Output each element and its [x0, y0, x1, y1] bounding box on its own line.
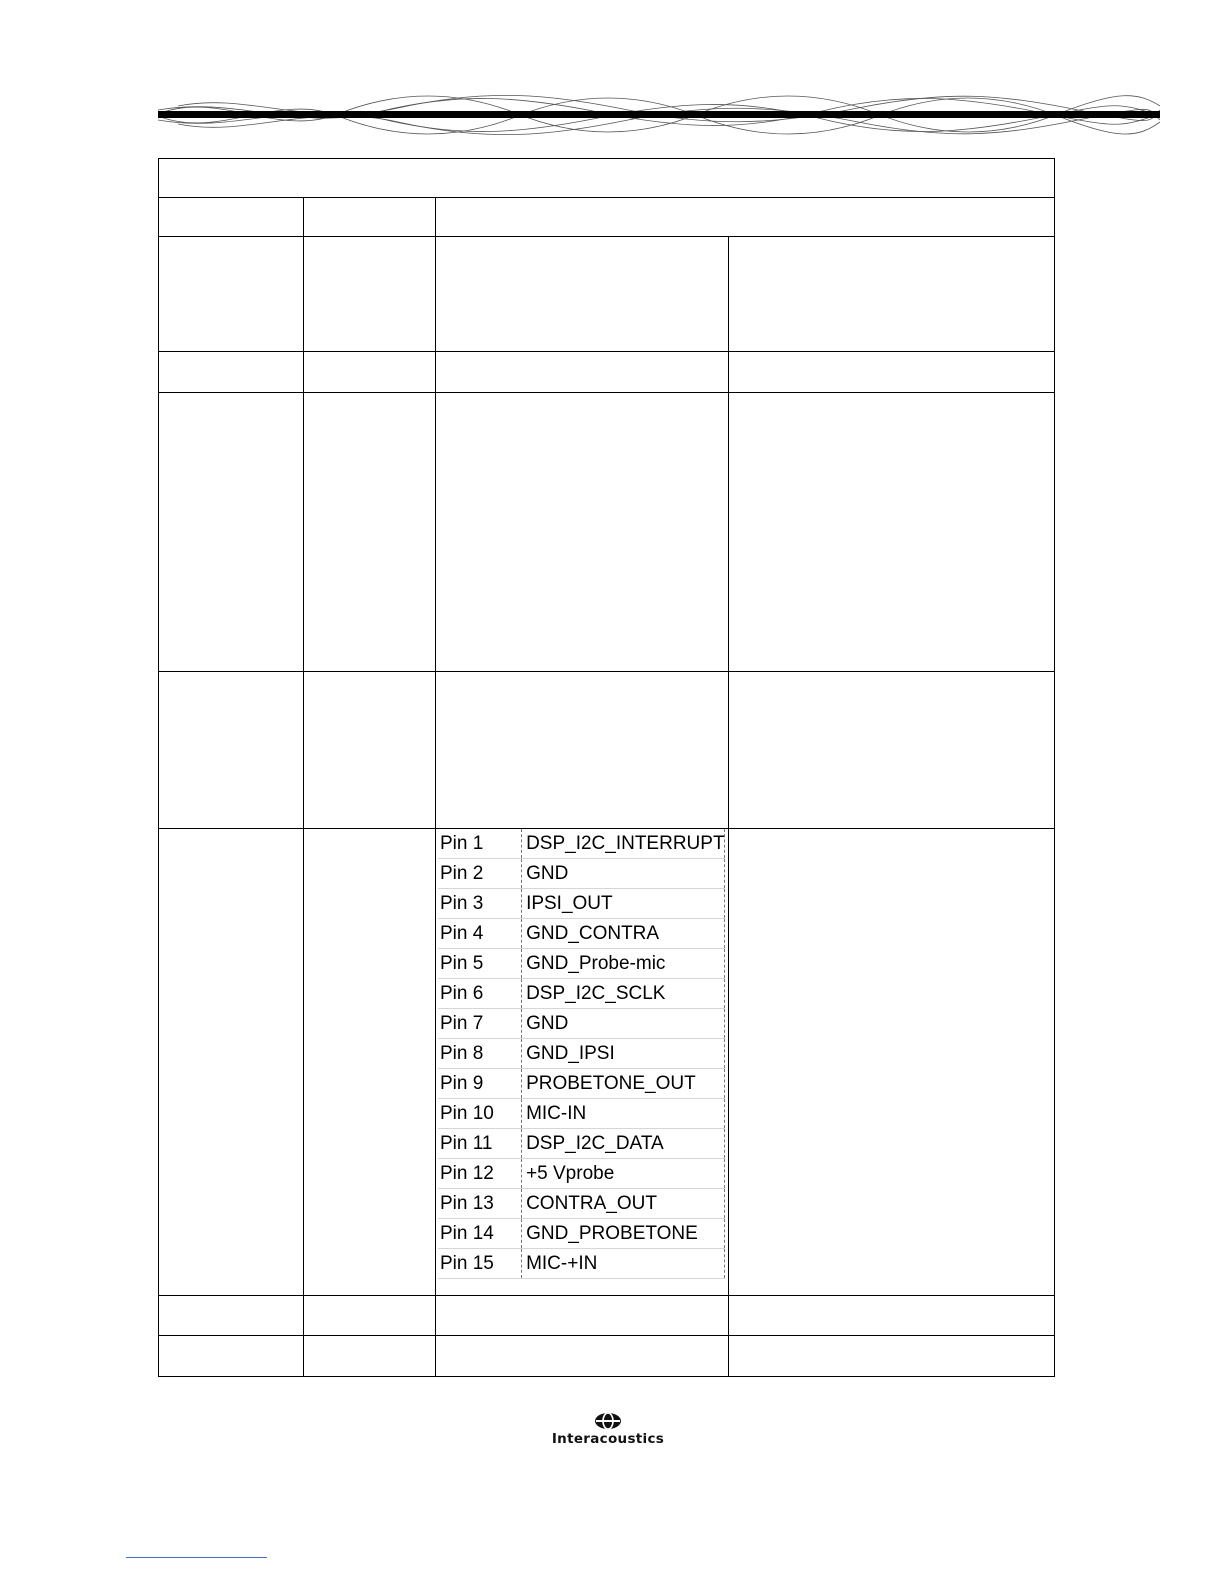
pin-signal: CONTRA_OUT [522, 1189, 725, 1219]
table-cell [436, 1336, 729, 1377]
pin-number: Pin 3 [438, 889, 522, 919]
table-cell [304, 1336, 436, 1377]
table-cell [436, 352, 729, 393]
table-cell [436, 237, 729, 352]
table-cell [159, 352, 304, 393]
pin-number: Pin 10 [438, 1099, 522, 1129]
pin-assignment-cell [436, 829, 729, 1296]
table-cell [729, 237, 1055, 352]
pin-row [438, 889, 728, 919]
pin-signal: +5 Vprobe [522, 1159, 725, 1189]
interacoustics-logo [540, 1412, 676, 1448]
pin-row-edge [725, 979, 728, 1009]
table-cell [304, 393, 436, 672]
table-row [159, 393, 1055, 672]
header-cell [159, 198, 304, 237]
pin-row-edge [725, 1009, 728, 1039]
pin-number: Pin 12 [438, 1159, 522, 1189]
pin-signal: GND_IPSI [522, 1039, 725, 1069]
pin-signal: PROBETONE_OUT [522, 1069, 725, 1099]
pin-row [438, 1219, 728, 1249]
pin-signal: GND [522, 1009, 725, 1039]
pin-assignment-row [159, 829, 1055, 1296]
pin-number: Pin 15 [438, 1249, 522, 1279]
spec-table [158, 158, 1055, 1377]
table-cell [436, 672, 729, 829]
pin-row-edge [725, 1069, 728, 1099]
pin-signal: GND_PROBETONE [522, 1219, 725, 1249]
pin-signal: GND [522, 859, 725, 889]
table-cell [304, 672, 436, 829]
table-cell [304, 1296, 436, 1336]
pin-row-edge [725, 1219, 728, 1249]
pin-signal: DSP_I2C_INTERRUPT [522, 829, 725, 859]
pin-number: Pin 9 [438, 1069, 522, 1099]
table-row [159, 1296, 1055, 1336]
pin-row [438, 919, 728, 949]
pin-row [438, 1039, 728, 1069]
pin-row-edge [725, 1099, 728, 1129]
logo-text: Interacoustics [551, 1431, 665, 1447]
table-row [159, 1336, 1055, 1377]
table-row [159, 672, 1055, 829]
pin-signal: DSP_I2C_DATA [522, 1129, 725, 1159]
table-cell [159, 1296, 304, 1336]
pin-row-edge [725, 829, 728, 859]
table-cell [159, 672, 304, 829]
pin-row [438, 1009, 728, 1039]
pin-row-edge [725, 1129, 728, 1159]
pin-row-edge [725, 949, 728, 979]
pin-row [438, 1099, 728, 1129]
pin-number: Pin 8 [438, 1039, 522, 1069]
pin-row-edge [725, 1039, 728, 1069]
pin-row [438, 1159, 728, 1189]
header-decoration [158, 92, 1160, 138]
table-cell [159, 829, 304, 1296]
header-cell [436, 198, 1055, 237]
pin-row-edge [725, 1189, 728, 1219]
pin-number: Pin 13 [438, 1189, 522, 1219]
table-row [159, 352, 1055, 393]
pin-number: Pin 7 [438, 1009, 522, 1039]
table-cell [436, 393, 729, 672]
pin-row [438, 979, 728, 1009]
table-cell [304, 352, 436, 393]
pin-row [438, 1249, 728, 1279]
footer-link-underline[interactable] [126, 1557, 267, 1558]
pin-row-edge [725, 1159, 728, 1189]
table-cell [304, 237, 436, 352]
table-cell [159, 1336, 304, 1377]
pin-row [438, 949, 728, 979]
pin-row-edge [725, 889, 728, 919]
pin-row [438, 859, 728, 889]
pin-row [438, 1069, 728, 1099]
table-cell [436, 1296, 729, 1336]
pin-number: Pin 11 [438, 1129, 522, 1159]
table-title-row [159, 159, 1055, 198]
pin-row [438, 1129, 728, 1159]
pin-number: Pin 6 [438, 979, 522, 1009]
table-cell [304, 829, 436, 1296]
pin-signal: MIC-+IN [522, 1249, 725, 1279]
table-cell [729, 1336, 1055, 1377]
pin-signal: MIC-IN [522, 1099, 725, 1129]
table-cell [159, 237, 304, 352]
table-header-row [159, 198, 1055, 237]
pin-row-edge [725, 919, 728, 949]
header-cell [304, 198, 436, 237]
pin-row-edge [725, 1249, 728, 1279]
pin-number: Pin 4 [438, 919, 522, 949]
pin-number: Pin 5 [438, 949, 522, 979]
table-cell [729, 393, 1055, 672]
pin-row-edge [725, 859, 728, 889]
table-row [159, 237, 1055, 352]
pin-row [438, 1189, 728, 1219]
pin-table [438, 829, 728, 1279]
wave-band-icon [158, 92, 1160, 138]
table-title-cell [159, 159, 1055, 198]
table-cell [729, 829, 1055, 1296]
table-cell [159, 393, 304, 672]
interacoustics-globe-icon [593, 1412, 623, 1430]
pin-number: Pin 1 [438, 829, 522, 859]
pin-number: Pin 2 [438, 859, 522, 889]
table-cell [729, 672, 1055, 829]
pin-signal: GND_CONTRA [522, 919, 725, 949]
table-cell [729, 352, 1055, 393]
pin-signal: IPSI_OUT [522, 889, 725, 919]
pin-number: Pin 14 [438, 1219, 522, 1249]
pin-row [438, 829, 728, 859]
pin-signal: GND_Probe-mic [522, 949, 725, 979]
pin-signal: DSP_I2C_SCLK [522, 979, 725, 1009]
table-cell [729, 1296, 1055, 1336]
